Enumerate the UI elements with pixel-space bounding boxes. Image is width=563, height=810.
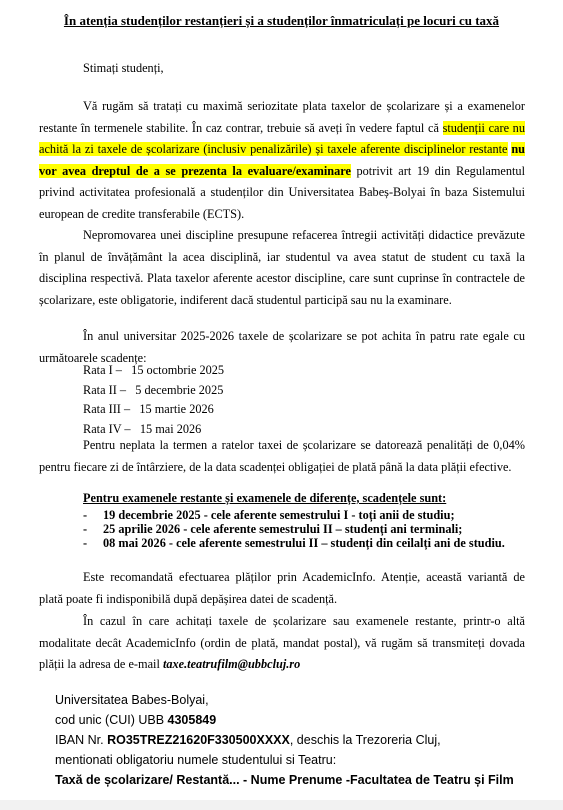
installment-4: Rata IV – 15 mai 2026 [83, 421, 202, 436]
payment-details [55, 690, 514, 790]
paragraph-failed-discipline: Nepromovarea unei discipline presupune refacerea întregii activități didactice prevăzute în planul de învățământ la acea disciplină, iar studentul va avea statut de student cu taxă la disciplina respectivă. Plata taxelor aferente acestor discipline, care sunt cuprinse în contractele de școlarizare, este obligatorie, indiferent dacă studentul participă sau nu la examinare. [39, 228, 525, 307]
paragraph-other-payment: În cazul în care achitați taxele de școlarizare sau examenele restante, printr-o altă modalitate decât AcademicInfo (ordin de plată, mandat postal), vă rugăm să transmiteți dovada plății la adresa de e-mail taxe.teatrufilm@ubbcluj.ro [39, 614, 525, 671]
exam-deadlines-heading: Pentru examenele restante și examenele de diferențe, scadențele sunt: [83, 491, 447, 505]
paragraph-payment-obligation: Vă rugăm să tratați cu maximă seriozitate plata taxelor de școlarizare și a examenelor restante în termenele stabilite. În caz contrar, trebuie să aveți în vedere faptul că studenții care nu achită la zi taxele de școlarizare (inclusiv penalizările) și taxele aferente disciplinelor restante nu vor avea dreptul de a se prezenta la evaluare/examinare potrivit art 19 din Regulamentul privind activitatea profesională a studenților din Universitatea Babeș-Bolyai în baza Sistemului european de credite transferabile (ECTS). [39, 99, 526, 221]
payment-reference: Taxă de școlarizare/ Restantă... - Nume Prenume -Facultatea de Teatru și Film [55, 773, 514, 787]
highlight-students-unpaid: studenții care nu achită la zi taxele de școlarizare (inclusiv penalizările) și taxele aferente disciplinelor restante [39, 120, 525, 156]
paragraph-academicinfo: Este recomandată efectuarea plăților prin AcademicInfo. Atenție, această variantă de plată poate fi indisponibilă după depășirea datei de scadență. [39, 570, 525, 606]
exam-deadline-item: - 25 aprilie 2026 - cele aferente semestrului II – studenți ani terminali; [83, 522, 463, 536]
installment-1: Rata I – 15 octombrie 2025 [83, 363, 225, 377]
exam-deadline-item: - 19 decembrie 2025 - cele aferente semestrului I - toți anii de studiu; [83, 508, 455, 522]
installment-list [83, 361, 224, 439]
exam-deadline-item: - 08 mai 2026 - cele aferente semestrului II – studenți din ceilalți ani de studiu. [83, 536, 505, 550]
greeting [39, 58, 525, 80]
paragraph-penalties: Pentru neplata la termen a ratelor taxei de școlarizare se datorează penalități de 0,04% pentru fiecare zi de întârziere, de la data scadenței obligației de plată până la data plății efective. [39, 438, 525, 474]
mention-line: mentionati obligatoriu numele studentului si Teatru: [55, 753, 337, 767]
university-name: Universitatea Babes-Bolyai, [55, 693, 209, 707]
cui-line: cod unic (CUI) UBB 4305849 [55, 713, 217, 727]
installment-2: Rata II – 5 decembrie 2025 [83, 382, 224, 397]
page-gap [0, 800, 563, 810]
email-link[interactable]: taxe.teatrufilm@ubbcluj.ro [162, 657, 301, 671]
paragraph-installments: În anul universitar 2025-2026 taxele de școlarizare se pot achita în patru rate egale cu următoarele scadențe: [39, 329, 525, 365]
highlight-no-exam-right: nu vor avea dreptul de a se prezenta la evaluare/examinare [39, 142, 526, 178]
installment-3: Rata III – 15 martie 2026 [83, 402, 214, 416]
exam-deadlines [83, 489, 533, 550]
document-title: În atenția studenților restanțieri și a studenților înmatriculați pe locuri cu taxă [63, 13, 500, 28]
iban-line: IBAN Nr. RO35TREZ21620F330500XXXX, deschis la Trezoreria Cluj, [55, 733, 441, 747]
greeting-text: Stimați studenți, [83, 61, 164, 75]
